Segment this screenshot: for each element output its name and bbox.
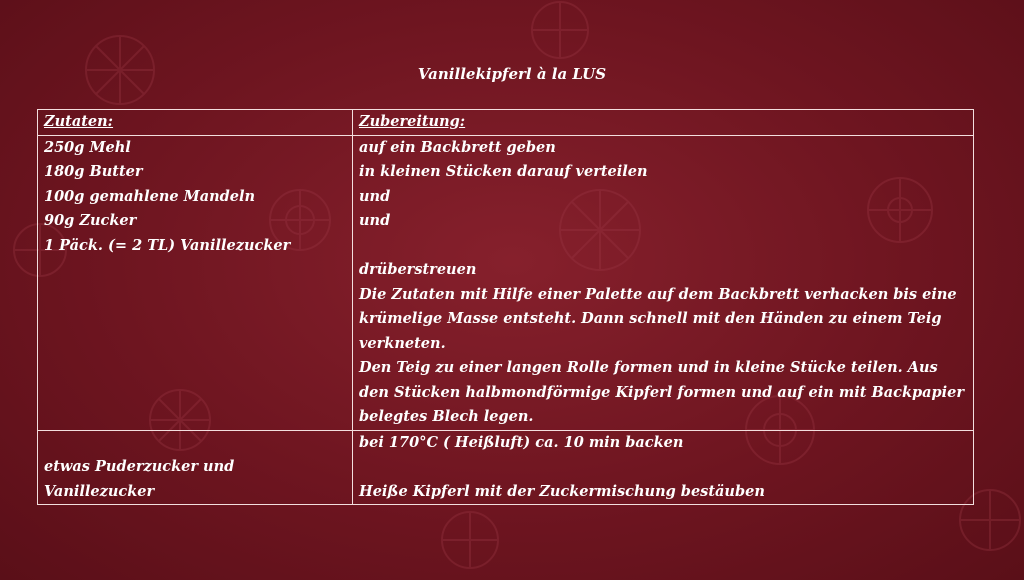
preparation-step: Den Teig zu einer langen Rolle formen und in kleine Stücke teilen. Aus den Stücken halbmondförmige Kipferl formen und auf ein mit Backpapier belegtes Blech legen. [359, 359, 965, 425]
ingredient-item: 180g Butter [44, 163, 143, 180]
ingredients-cell [38, 135, 353, 430]
ingredient-item: 90g Zucker [44, 212, 137, 229]
preparation-step: drüberstreuen [359, 261, 477, 278]
preparation-step: bei 170°C ( Heißluft) ca. 10 min backen [359, 433, 684, 451]
preparation-step: in kleinen Stücken darauf verteilen [359, 163, 648, 180]
preparation-step: auf ein Backbrett geben [359, 138, 556, 156]
preparation-step: und [359, 187, 391, 205]
ingredient-item: etwas Puderzucker und [44, 458, 235, 475]
ingredients-cell [38, 430, 353, 505]
blank-line [359, 455, 967, 480]
preparation-header: Zubereitung: [359, 113, 466, 130]
table-header-row [38, 110, 974, 136]
ingredient-item: Vanillezucker [44, 482, 155, 500]
preparation-step: und [359, 212, 391, 229]
blank-line [44, 431, 346, 456]
preparation-cell [353, 135, 974, 430]
table-row [38, 430, 974, 505]
ingredients-header-cell [38, 110, 353, 136]
ingredient-item: 1 Päck. (= 2 TL) Vanillezucker [44, 236, 291, 254]
preparation-cell [353, 430, 974, 505]
ingredient-item: 250g Mehl [44, 138, 131, 156]
ingredients-header: Zutaten: [44, 113, 114, 130]
preparation-step: Die Zutaten mit Hilfe einer Palette auf dem Backbrett verhacken bis eine krümelige Masse entsteht. Dann schnell mit den Händen zu einem Teig verkneten. [359, 285, 957, 352]
page-title: Vanillekipferl à la LUS [417, 65, 607, 83]
table-row [38, 135, 974, 430]
ingredient-item: 100g gemahlene Mandeln [44, 187, 256, 205]
blank-line [359, 234, 967, 259]
recipe-table [37, 109, 974, 505]
preparation-header-cell [353, 110, 974, 136]
preparation-step: Heiße Kipferl mit der Zuckermischung bestäuben [359, 482, 765, 500]
